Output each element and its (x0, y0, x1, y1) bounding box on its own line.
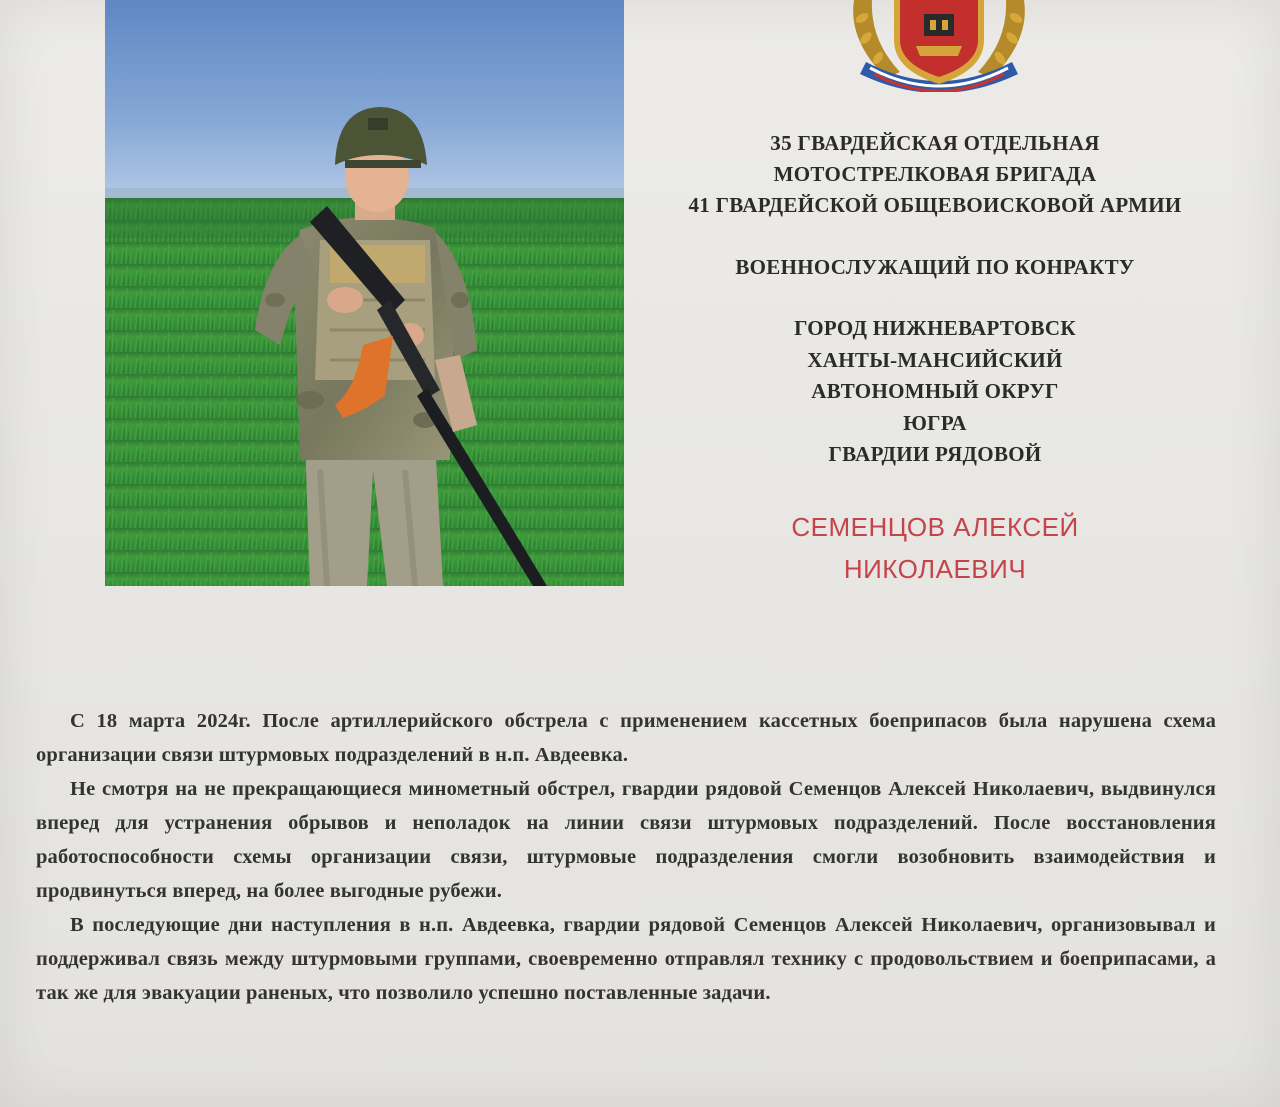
soldier-name (640, 506, 1230, 590)
paragraph: В последующие дни наступления в н.п. Авдеевка, гвардии рядовой Семенцов Алексей Николаевич, организовывал и поддерживал связь между штурмовыми группами, своевременно отправлял технику с продовольствием и боеприпасами, а так же для эвакуации раненых, что позволило успешно поставленные задачи. (36, 914, 1216, 1004)
paragraph: С 18 марта 2024г. После артиллерийского обстрела с применением кассетных боеприпасов была нарушена схема организации связи штурмовых подразделений в н.п. Авдеевка. (36, 710, 1216, 766)
name-line: НИКОЛАЕВИЧ (843, 554, 1027, 584)
unit-line: МОТОСТРЕЛКОВАЯ БРИГАДА (773, 162, 1097, 186)
unit-heading (640, 128, 1230, 221)
paragraph: Не смотря на не прекращающиеся минометный обстрел, гвардии рядовой Семенцов Алексей Николаевич, выдвинулся вперед для устранения обрывов и неполадок на линии связи штурмовых подразделений. После восстановления работоспособности схемы организации связи, штурмовые подразделения смогли возобновить взаимодействия и продвинуться вперед, на более выгодные рубежи. (36, 778, 1216, 902)
origin-line: ЮГРА (903, 410, 967, 435)
unit-line: 35 ГВАРДЕЙСКАЯ ОТДЕЛЬНАЯ (770, 131, 1100, 155)
coat-of-arms-emblem (846, 0, 1032, 92)
name-line: СЕМЕНЦОВ АЛЕКСЕЙ (791, 512, 1079, 542)
soldier-photo (105, 0, 624, 586)
unit-line: 41 ГВАРДЕЙСКОЙ ОБЩЕВОИСКОВОЙ АРМИИ (688, 193, 1182, 217)
citation-text (36, 704, 1216, 1010)
status-line: ВОЕННОСЛУЖАЩИЙ ПО КОНРАКТУ (735, 255, 1135, 279)
origin-line: ХАНТЫ-МАНСИЙСКИЙ (807, 347, 1063, 372)
origin-block (640, 313, 1230, 471)
rank-line: ГВАРДИИ РЯДОВОЙ (828, 442, 1042, 466)
origin-line: ГОРОД НИЖНЕВАРТОВСК (794, 316, 1076, 340)
origin-line: АВТОНОМНЫЙ ОКРУГ (811, 379, 1059, 403)
service-status (640, 252, 1230, 283)
